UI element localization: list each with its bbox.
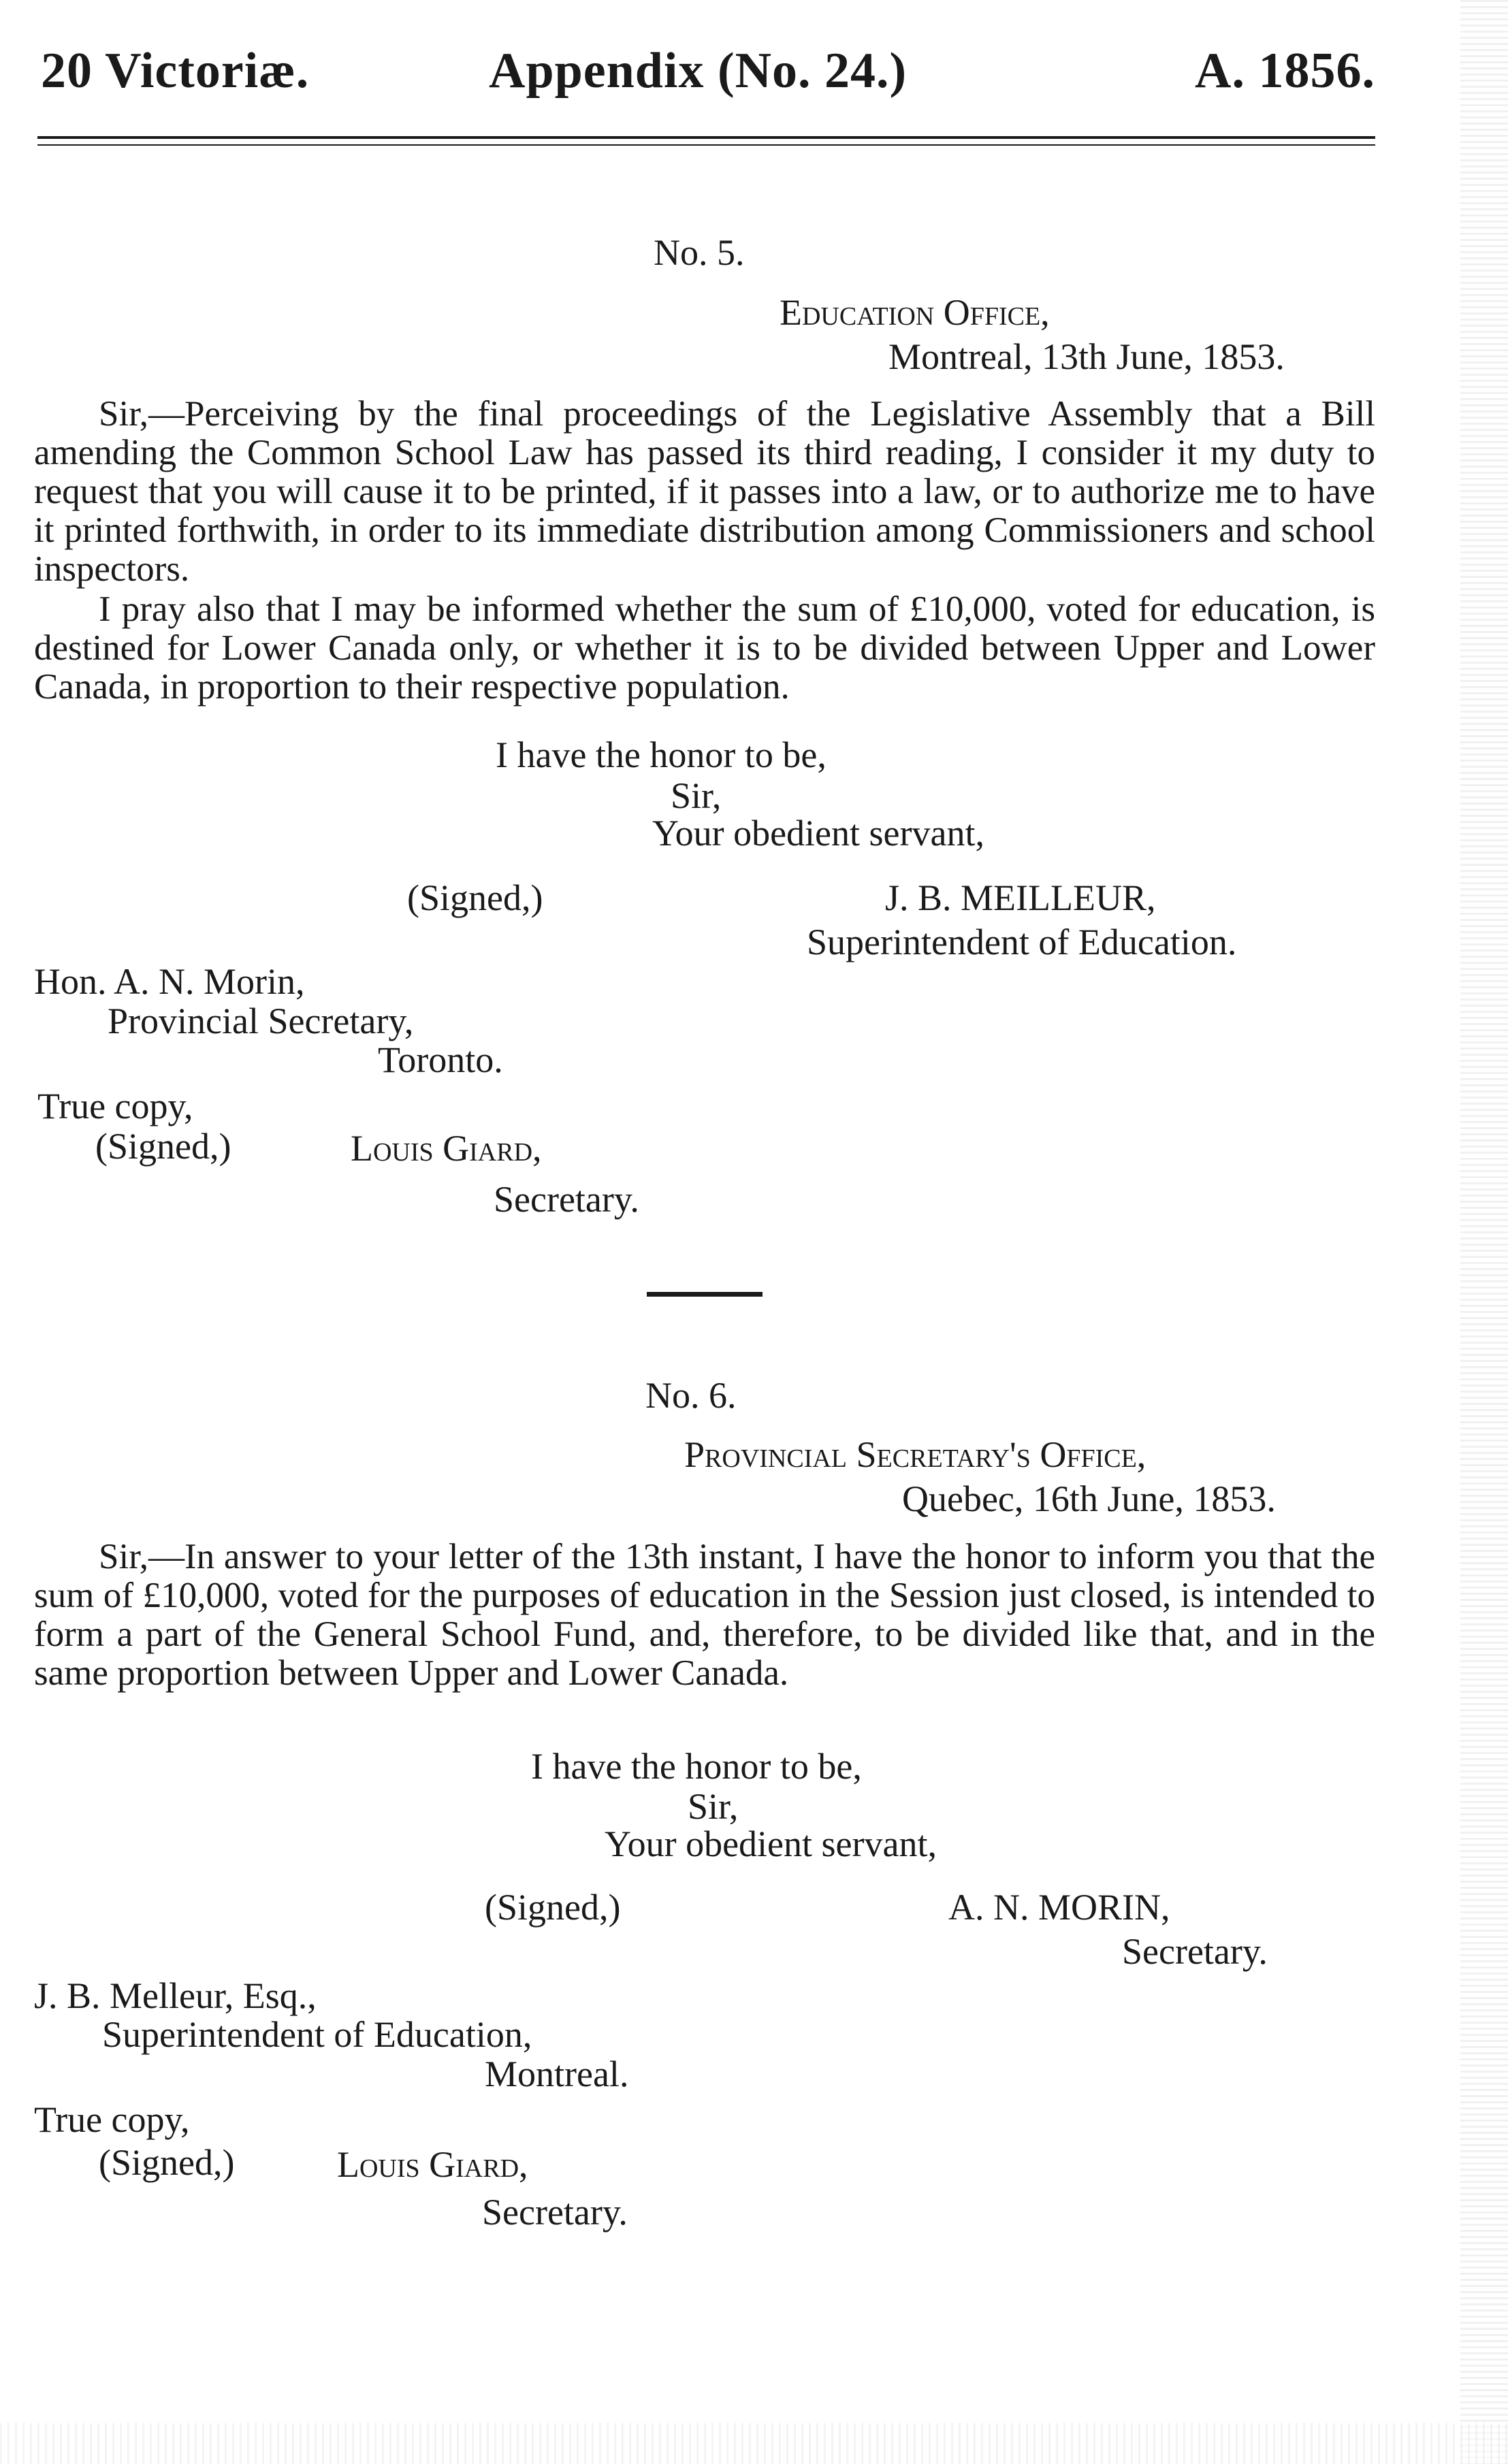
letter-5-signed-label: (Signed,) <box>407 877 543 918</box>
letter-6-paragraph-1: Sir,—In answer to your letter of the 13th instant, I have the honor to inform you that the sum of £10,000, voted for the purposes of education in the Session just closed, is intended to form a part of the General School Fund, and, therefore, to be divided like that, and in the same proportion between Upper and Lower Canada. <box>34 1537 1375 1693</box>
header-session: 20 Victoriæ. <box>41 43 310 99</box>
letter-6-closing-1: I have the honor to be, <box>531 1746 862 1787</box>
letter-6-copy-title: Secretary. <box>482 2192 628 2233</box>
letter-5-signer-title: Superintendent of Education. <box>807 922 1237 962</box>
letter-6-true-copy: True copy, <box>34 2099 190 2140</box>
letter-5-office: Education Office, <box>780 292 1050 333</box>
letter-5-paragraph-2: I pray also that I may be informed whether the sum of £10,000, voted for education, is destined for Lower Canada only, or whether it is to be divided between Upper and Lower Canada, in proportion to their respective population. <box>34 589 1375 707</box>
letter-6-signer: A. N. MORIN, <box>948 1887 1170 1928</box>
letter-6-addressee-title: Superintendent of Education, <box>102 2014 532 2055</box>
letter-6-office: Provincial Secretary's Office, <box>684 1434 1146 1475</box>
letter-6-signed-label: (Signed,) <box>485 1887 621 1928</box>
header-rule-bottom <box>37 144 1375 146</box>
letter-5-addressee-name: Hon. A. N. Morin, <box>34 961 305 1002</box>
letter-5-number: No. 5. <box>654 232 745 273</box>
letter-5-addressee-title: Provincial Secretary, <box>108 1001 414 1041</box>
letter-6-copy-signed: (Signed,) <box>99 2142 235 2183</box>
letter-5-copy-signer: Louis Giard, <box>351 1128 542 1169</box>
letter-6-place-date: Quebec, 16th June, 1853. <box>902 1478 1276 1519</box>
letter-6-number: No. 6. <box>645 1375 737 1416</box>
letter-separator <box>647 1292 763 1297</box>
header-appendix: Appendix (No. 24.) <box>489 43 908 99</box>
letter-6-signer-title: Secretary. <box>1122 1931 1268 1972</box>
letter-5-place-date: Montreal, 13th June, 1853. <box>888 336 1285 377</box>
letter-5-signer: J. B. MEILLEUR, <box>885 877 1156 918</box>
letter-6-closing-3: Your obedient servant, <box>605 1823 937 1864</box>
letter-6-copy-signer: Louis Giard, <box>337 2144 528 2185</box>
letter-5-true-copy: True copy, <box>37 1086 193 1126</box>
scan-bottom-noise <box>0 2423 1508 2464</box>
letter-6-addressee-place: Montreal. <box>485 2054 629 2094</box>
letter-5-closing-1: I have the honor to be, <box>496 734 827 775</box>
letter-5-closing-2: Sir, <box>671 775 722 816</box>
scan-edge-noise <box>1460 0 1508 2464</box>
letter-5-copy-title: Secretary. <box>494 1179 639 1220</box>
letter-5-addressee-place: Toronto. <box>378 1039 503 1080</box>
letter-5-closing-3: Your obedient servant, <box>652 813 984 854</box>
letter-5-copy-signed: (Signed,) <box>95 1126 231 1167</box>
header-rule-top <box>37 136 1375 139</box>
letter-6-addressee-name: J. B. Melleur, Esq., <box>34 1975 317 2016</box>
letter-5-paragraph-1: Sir,—Perceiving by the final proceedings of the Legislative Assembly that a Bill amending the Common School Law has passed its third reading, I consider it my duty to request that you will cause it to be printed, if it passes into a law, or to authorize me to have it printed forthwith, in order to its immediate distribution among Commissioners and school inspectors. <box>34 394 1375 589</box>
header-year: A. 1856. <box>1195 43 1375 99</box>
letter-6-closing-2: Sir, <box>688 1786 739 1827</box>
